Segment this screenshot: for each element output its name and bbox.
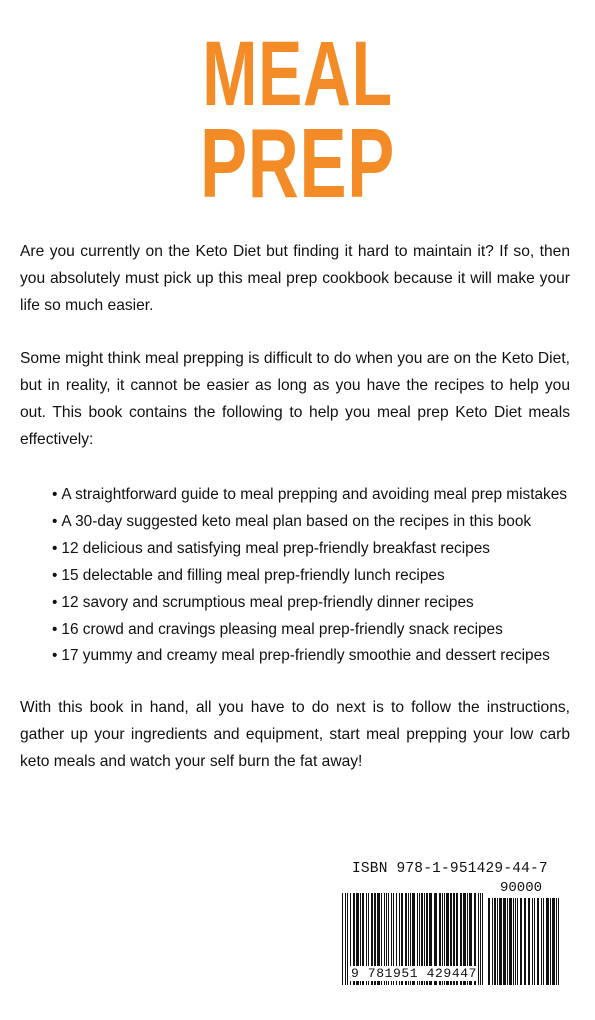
list-item-text: 12 savory and scrumptious meal prep-friendly dinner recipes <box>61 593 474 611</box>
barcode-bar <box>497 898 498 985</box>
barcode-bar <box>488 898 490 985</box>
list-item <box>52 563 582 590</box>
list-item-text: A 30-day suggested keto meal plan based on the recipes in this book <box>61 512 532 530</box>
list-item-text: 15 delectable and filling meal prep-friendly lunch recipes <box>61 566 445 584</box>
barcode-bar <box>556 898 557 985</box>
barcode-bar <box>503 898 506 985</box>
ean-digits: 9 781951 429447 <box>351 966 478 981</box>
barcode-bar <box>520 898 522 985</box>
barcode-bar <box>347 893 348 985</box>
barcode-bar <box>478 893 479 985</box>
list-item <box>52 536 582 563</box>
barcode-bar <box>552 898 555 985</box>
barcode-bar <box>532 898 533 985</box>
barcode-bar <box>499 898 502 985</box>
list-item <box>52 590 582 617</box>
list-item-text: 17 yummy and creamy meal prep-friendly smoothie and dessert recipes <box>61 647 550 665</box>
closing-paragraph: With this book in hand, all you have to do next is to follow the instructions, gather up your ingredients and equipment, start meal prepping your low carb keto meals and watch your self burn the fat away! <box>20 699 570 770</box>
barcode-bar <box>546 898 549 985</box>
barcode-bar <box>534 898 535 985</box>
contents-intro-paragraph: Some might think meal prepping is difficult to do when you are on the Keto Diet, but in reality, it cannot be easier as long as you have the recipes to help you out. This book contains the following to help you meal prep Keto Diet meals effectively: <box>20 350 570 448</box>
price-code: 90000 <box>500 880 543 896</box>
addon-barcode-icon <box>486 898 562 985</box>
barcode-bar <box>509 898 512 985</box>
bullet-icon: • <box>52 512 58 530</box>
barcode-bar <box>342 893 343 985</box>
barcode-bar <box>482 893 483 985</box>
barcode-bar <box>345 893 346 985</box>
contents-list <box>52 482 582 670</box>
barcode-bar <box>528 898 530 985</box>
bullet-icon: • <box>52 647 58 665</box>
barcode-bar <box>550 898 551 985</box>
barcode-bar <box>494 898 496 985</box>
list-item <box>52 617 582 644</box>
barcode-bar <box>541 898 542 985</box>
barcode-bar <box>480 893 481 985</box>
barcode-bar <box>492 898 493 985</box>
barcode-bar <box>517 898 518 985</box>
list-item <box>52 643 582 670</box>
title-line-1: MEAL <box>202 23 393 125</box>
title-line-2: PREP <box>199 108 396 218</box>
barcode-bar <box>513 898 514 985</box>
list-item <box>52 482 582 509</box>
list-item-text: A straightforward guide to meal prepping and avoiding meal prep mistakes <box>61 486 568 503</box>
bullet-icon: • <box>52 539 58 557</box>
list-item <box>52 509 582 536</box>
bullet-icon: • <box>52 566 58 584</box>
barcode-bar <box>515 898 516 985</box>
bullet-icon: • <box>52 486 58 503</box>
isbn-label: ISBN 978-1-951429-44-7 <box>352 861 548 877</box>
barcode-bar <box>558 898 559 985</box>
list-item-text: 12 delicious and satisfying meal prep-friendly breakfast recipes <box>61 539 490 557</box>
intro-paragraph: Are you currently on the Keto Diet but finding it hard to maintain it? If so, then you absolutely must pick up this meal prep cookbook because it will make your life so much easier. <box>20 243 570 314</box>
barcode-bar <box>507 898 508 985</box>
barcode-bar <box>543 898 544 985</box>
barcode-bar <box>524 898 526 985</box>
bullet-icon: • <box>52 593 58 611</box>
bullet-icon: • <box>52 620 58 638</box>
barcode-bar <box>537 898 539 985</box>
list-item-text: 16 crowd and cravings pleasing meal prep-friendly snack recipes <box>61 620 503 638</box>
